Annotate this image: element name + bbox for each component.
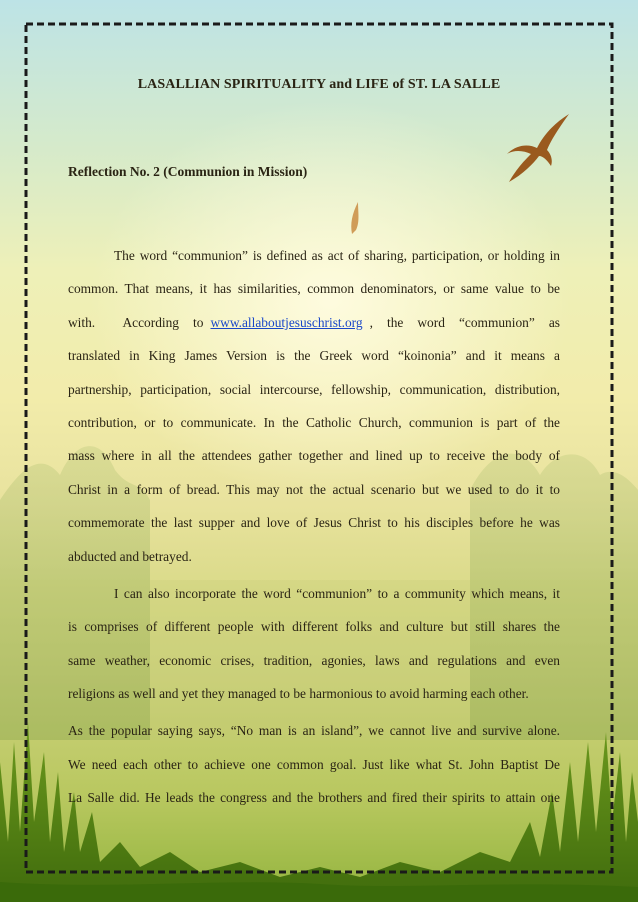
text-line: contribution, or to communicate. In the Catholic Church, communion is part of the (68, 414, 560, 430)
paragraph-2 (68, 582, 560, 716)
text-line: same weather, economic crises, tradition, agonies, laws and regulations and even (68, 652, 560, 668)
text-line: commemorate the last supper and love of Jesus Christ to his disciples before he was (68, 515, 560, 531)
text-line: Christ in a form of bread. This may not the actual scenario but we used to do it to (68, 481, 560, 497)
text-fragment: with. According to (68, 314, 211, 330)
text-line-with-link (68, 311, 560, 344)
text-line: La Salle did. He leads the congress and the brothers and fired their spirits to attain one (68, 790, 560, 806)
allaboutjesuschrist-link[interactable]: www.allaboutjesuschrist.org (210, 314, 363, 330)
paragraph-1 (68, 244, 560, 578)
text-line: mass where in all the attendees gather together and lined up to receive the body of (68, 448, 560, 464)
text-line: The word “communion” is defined as act of sharing, participation, or holding in (114, 248, 560, 263)
text-line: As the popular saying says, “No man is an island”, we cannot live and survive alone. (68, 723, 560, 739)
text-line: I can also incorporate the word “communion” to a community which means, it (114, 585, 560, 601)
document-title: LASALLIAN SPIRITUALITY and LIFE of ST. LA SALLE (137, 77, 501, 92)
text-line: partnership, participation, social intercourse, fellowship, communication, distribution, (68, 381, 560, 397)
text-line: common. That means, it has similarities, common denominators, or same value to be (68, 281, 560, 297)
document-body (68, 244, 560, 820)
reflection-heading: Reflection No. 2 (Communion in Mission) (68, 164, 308, 179)
text-line: is comprises of different people with different folks and culture but still shares the (68, 619, 560, 635)
text-line: translated in King James Version is the Greek word “koinonia” and it means a (68, 348, 560, 364)
text-line: religions as well and yet they managed to be harmonious to avoid harming each other. (68, 686, 529, 702)
text-line: We need each other to achieve one common goal. Just like what St. John Baptist De (68, 756, 560, 772)
text-fragment: , the word “communion” as (362, 314, 560, 330)
text-line: abducted and betrayed. (68, 548, 192, 564)
paragraph-3 (68, 719, 560, 819)
